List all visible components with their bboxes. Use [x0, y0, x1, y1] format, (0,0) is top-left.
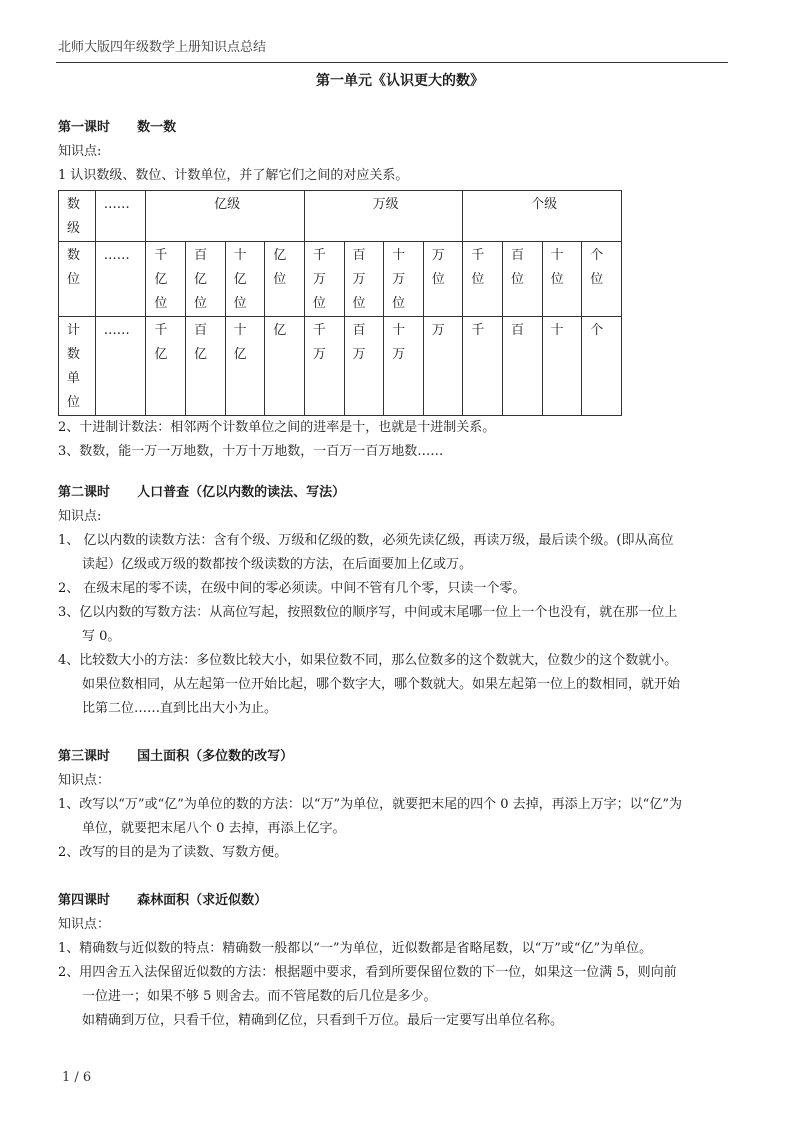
knowledge-point-label: 知识点：: [58, 773, 111, 788]
table-cell: 千 位: [463, 242, 503, 317]
lesson-2-point-1-cont: 读起）亿级或万级的数都按个级读数的方法，在后面要加上亿或万。: [82, 557, 473, 572]
table-cell: 百 万: [344, 317, 384, 416]
lesson-4-point-2-cont: 一位进一；如果不够 5 则舍去。而不管尾数的后几位是多少。: [82, 989, 437, 1004]
lesson-2-section: [58, 481, 738, 721]
table-cell: 百 万 位: [344, 242, 384, 317]
lesson-2-point-4-cont: 如果位数相同，从左起第一位开始比起，哪个数字大，哪个数就大。如果左起第一位上的数相同，就开始: [82, 677, 681, 692]
table-cell: 十 亿 位: [225, 242, 265, 317]
lesson-1-point-1: 1 认识数级、数位、计数单位，并了解它们之间的对应关系。: [58, 168, 409, 183]
period-ge: 个级: [463, 191, 622, 242]
lesson-4-point-2: 2、用四舍五入法保留近似数的方法：根据题中要求，看到所要保留位数的下一位，如果这一位满 5，则向前: [58, 965, 677, 980]
table-cell: 万: [423, 317, 463, 416]
lesson-4-point-2-note: 如精确到万位，只看千位，精确到亿位，只看到千万位。最后一定要写出单位名称。: [82, 1013, 564, 1028]
lesson-2-point-2: 2、 在级末尾的零不读，在级中间的零必须读。中间不管有几个零，只读一个零。: [58, 581, 526, 596]
table-cell: 千 亿: [146, 317, 186, 416]
table-cell: 万 位: [423, 242, 463, 317]
lesson-3-point-1-cont: 单位，就要把末尾八个 0 去掉，再添上亿字。: [82, 821, 346, 836]
table-cell: 十 亿: [225, 317, 265, 416]
ellipsis-cell: ……: [95, 242, 146, 317]
table-cell: 千: [463, 317, 503, 416]
table-cell: 千 万: [304, 317, 344, 416]
table-cell: 百: [503, 317, 543, 416]
row-label: 数 位: [59, 242, 96, 317]
lesson-4-point-1: 1、精确数与近似数的特点：精确数一般都以“一”为单位，近似数都是省略尾数，以“万”或“亿”为单位。: [58, 941, 653, 956]
knowledge-point-label: 知识点:: [58, 144, 102, 159]
table-cell: 十 位: [542, 242, 582, 317]
table-cell: 千 万 位: [304, 242, 344, 317]
table-cell: 千 亿 位: [146, 242, 186, 317]
table-cell: 个 位: [582, 242, 622, 317]
table-cell: 亿 位: [265, 242, 305, 317]
unit-title: 第一单元《认识更大的数》: [316, 73, 484, 89]
lesson-3-point-2: 2、改写的目的是为了读数、写数方便。: [58, 845, 288, 860]
table-cell: 亿: [265, 317, 305, 416]
table-cell: 十 万: [384, 317, 424, 416]
lesson-3-heading: 第三课时 国土面积（多位数的改写）: [58, 749, 294, 764]
knowledge-point-label: 知识点:: [58, 509, 102, 524]
lesson-2-point-3: 3、亿以内数的写数方法：从高位写起，按照数位的顺序写，中间或末尾哪一位上一个也没有，就在那一位上: [58, 605, 678, 620]
period-wan: 万级: [304, 191, 463, 242]
lesson-1-heading: 第一课时 数一数: [58, 120, 177, 135]
table-row-unit: [59, 317, 622, 416]
row-label: 数 级: [59, 191, 96, 242]
place-value-table: [58, 190, 622, 416]
page-number: 1 / 6: [62, 1070, 92, 1085]
table-cell: 百 亿: [186, 317, 226, 416]
header-rule: [56, 62, 728, 63]
lesson-2-point-4: 4、比较数大小的方法：多位数比较大小，如果位数不同，那么位数多的这个数就大，位数少的这个数就小。: [58, 653, 678, 668]
table-cell: 百 位: [503, 242, 543, 317]
table-cell: 百 亿 位: [186, 242, 226, 317]
lesson-1-point-2: 2、十进制计数法：相邻两个计数单位之间的进率是十，也就是十进制关系。: [58, 420, 496, 435]
lesson-1-section: [58, 116, 738, 464]
lesson-2-point-1: 1、 亿以内数的读数方法：含有个级、万级和亿级的数，必须先读亿级，再读万级，最后读个级。(即从高位: [58, 533, 674, 548]
table-cell: 十 万 位: [384, 242, 424, 317]
period-yi: 亿级: [146, 191, 305, 242]
lesson-2-point-4-cont: 比第二位……直到比出大小为止。: [82, 701, 278, 716]
lesson-3-point-1: 1、改写以“万”或“亿”为单位的数的方法：以“万”为单位，就要把末尾的四个 0 去掉，再添上万字；以“亿”为: [58, 797, 682, 812]
running-header: 北师大版四年级数学上册知识点总结: [58, 40, 267, 55]
row-label: 计 数 单 位: [59, 317, 96, 416]
lesson-4-heading: 第四课时 森林面积（求近似数）: [58, 893, 268, 908]
ellipsis-cell: ……: [95, 191, 146, 242]
lesson-2-heading: 第二课时 人口普查（亿以内数的读法、写法）: [58, 485, 346, 500]
table-cell: 个: [582, 317, 622, 416]
knowledge-point-label: 知识点：: [58, 917, 111, 932]
ellipsis-cell: ……: [95, 317, 146, 416]
table-cell: 十: [542, 317, 582, 416]
table-row-period: [59, 191, 622, 242]
lesson-1-point-3: 3、数数，能一万一万地数，十万十万地数，一百万一百万地数……: [58, 444, 444, 459]
table-row-place: [59, 242, 622, 317]
lesson-2-point-3-cont: 写 0。: [82, 629, 121, 644]
lesson-4-section: [58, 889, 738, 1033]
lesson-3-section: [58, 745, 738, 865]
